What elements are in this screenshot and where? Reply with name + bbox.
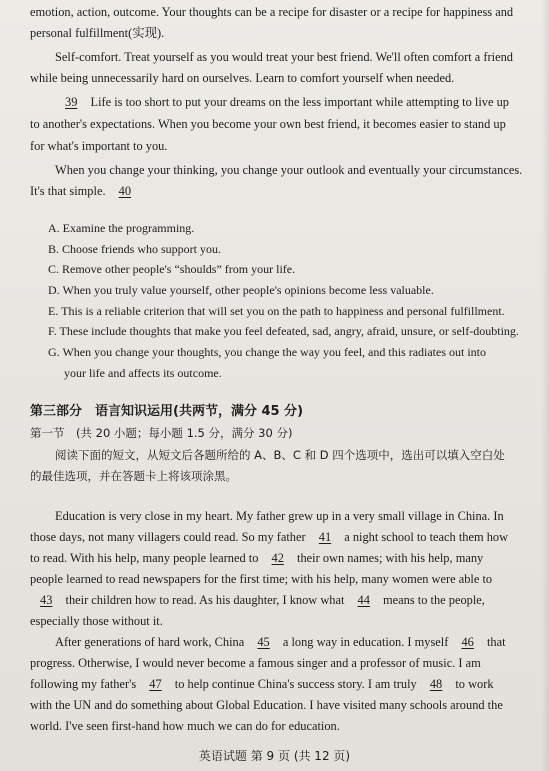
blank-47[interactable]: 47 bbox=[149, 677, 162, 691]
option-a: A. Examine the programming. bbox=[48, 221, 195, 235]
page-edge-shadow bbox=[541, 0, 549, 771]
passage2-text: to help continue China's success story. I am truly bbox=[174, 677, 417, 691]
passage2-line: people learned to read newspapers for the first time; with his help, many women were able to bbox=[30, 572, 493, 586]
passage2-text: their own names; with his help, many bbox=[297, 551, 484, 565]
blank-39[interactable]: 39 bbox=[65, 95, 78, 109]
section-subheading: 第一节 (共 20 小题；每小题 1.5 分，满分 30 分) bbox=[30, 426, 293, 440]
blank-43[interactable]: 43 bbox=[40, 593, 53, 607]
passage2-line-47-48 bbox=[30, 674, 539, 695]
blank-40[interactable]: 40 bbox=[118, 184, 132, 198]
passage2-text: means to the people, bbox=[383, 593, 485, 607]
option-d: D. When you truly value yourself, other people's opinions become less valuable. bbox=[48, 283, 434, 297]
instruction-line: 的最佳选项，并在答题卡上将该项涂黑。 bbox=[30, 469, 237, 483]
passage1-line: while being unnecessarily hard on ourselves. Learn to comfort yourself when needed. bbox=[30, 71, 455, 85]
blank-41[interactable]: 41 bbox=[318, 530, 332, 544]
passage2-text: a night school to teach them how bbox=[344, 530, 509, 544]
passage2-line-43-44 bbox=[30, 590, 539, 611]
passage2-text: those days, not many villagers could read. So my father bbox=[30, 530, 306, 544]
option-c: C. Remove other people's “shoulds” from your life. bbox=[48, 262, 296, 276]
passage2-line: especially those without it. bbox=[30, 614, 163, 628]
passage2-text: a long way in education. I myself bbox=[282, 635, 449, 649]
passage1-line: emotion, action, outcome. Your thoughts can be a recipe for disaster or a recipe for happiness and bbox=[30, 5, 514, 19]
passage2-line: with the UN and do something about Global Education. I have visited many schools around the bbox=[30, 698, 503, 712]
passage2-text: to work bbox=[455, 677, 494, 691]
option-b: B. Choose friends who support you. bbox=[48, 242, 221, 256]
passage2-text: following my father's bbox=[30, 677, 137, 691]
passage1-text: It's that simple. bbox=[30, 184, 106, 198]
passage1-line-39 bbox=[55, 92, 539, 113]
blank-48[interactable]: 48 bbox=[429, 677, 443, 691]
passage2-line-41 bbox=[30, 527, 539, 548]
option-e: E. This is a reliable criterion that will set you on the path to happiness and personal fulfillment. bbox=[48, 304, 505, 318]
page-footer: 英语试题 第 9 页 (共 12 页) bbox=[198, 749, 351, 763]
passage2-line-45-46 bbox=[55, 632, 539, 653]
passage2-line: world. I've seen first-hand how much we can do for education. bbox=[30, 719, 340, 733]
option-g-cont: your life and affects its outcome. bbox=[64, 366, 222, 380]
passage1-line: Self-comfort. Treat yourself as you would treat your best friend. We'll often comfort a friend bbox=[55, 50, 513, 64]
blank-42[interactable]: 42 bbox=[271, 551, 284, 565]
passage1-line-40 bbox=[30, 181, 539, 202]
passage2-line: Education is very close in my heart. My father grew up in a very small village in China. In bbox=[55, 509, 504, 523]
instruction-line: 阅读下面的短文，从短文后各题所给的 A、B、C 和 D 四个选项中，选出可以填入空白处 bbox=[55, 448, 505, 462]
option-f: F. These include thoughts that make you feel defeated, sad, angry, afraid, unsure, or self-doubting. bbox=[48, 324, 519, 338]
option-g: G. When you change your thoughts, you change the way you feel, and this radiates out into bbox=[48, 345, 487, 359]
blank-46[interactable]: 46 bbox=[461, 635, 474, 649]
passage2-text: After generations of hard work, China bbox=[55, 635, 245, 649]
passage2-line-42 bbox=[30, 548, 539, 569]
passage2-text: their children how to read. As his daughter, I know what bbox=[65, 593, 345, 607]
passage1-line: to another's expectations. When you become your own best friend, it becomes easier to stand up bbox=[30, 117, 506, 131]
blank-44[interactable]: 44 bbox=[357, 593, 370, 607]
passage2-text: to read. With his help, many people learned to bbox=[30, 551, 259, 565]
passage2-text: that bbox=[486, 635, 506, 649]
passage1-line: When you change your thinking, you change your outlook and eventually your circumstances. bbox=[55, 163, 523, 177]
section-heading: 第三部分 语言知识运用(共两节，满分 45 分) bbox=[30, 404, 304, 419]
blank-45[interactable]: 45 bbox=[257, 635, 270, 649]
passage1-line: for what's important to you. bbox=[30, 139, 168, 153]
passage2-line: progress. Otherwise, I would never become a famous singer and a professor of music. I am bbox=[30, 656, 481, 670]
passage1-text: Life is too short to put your dreams on the less important while attempting to live up bbox=[90, 95, 509, 109]
passage1-line: personal fulfillment(实现). bbox=[30, 26, 165, 40]
